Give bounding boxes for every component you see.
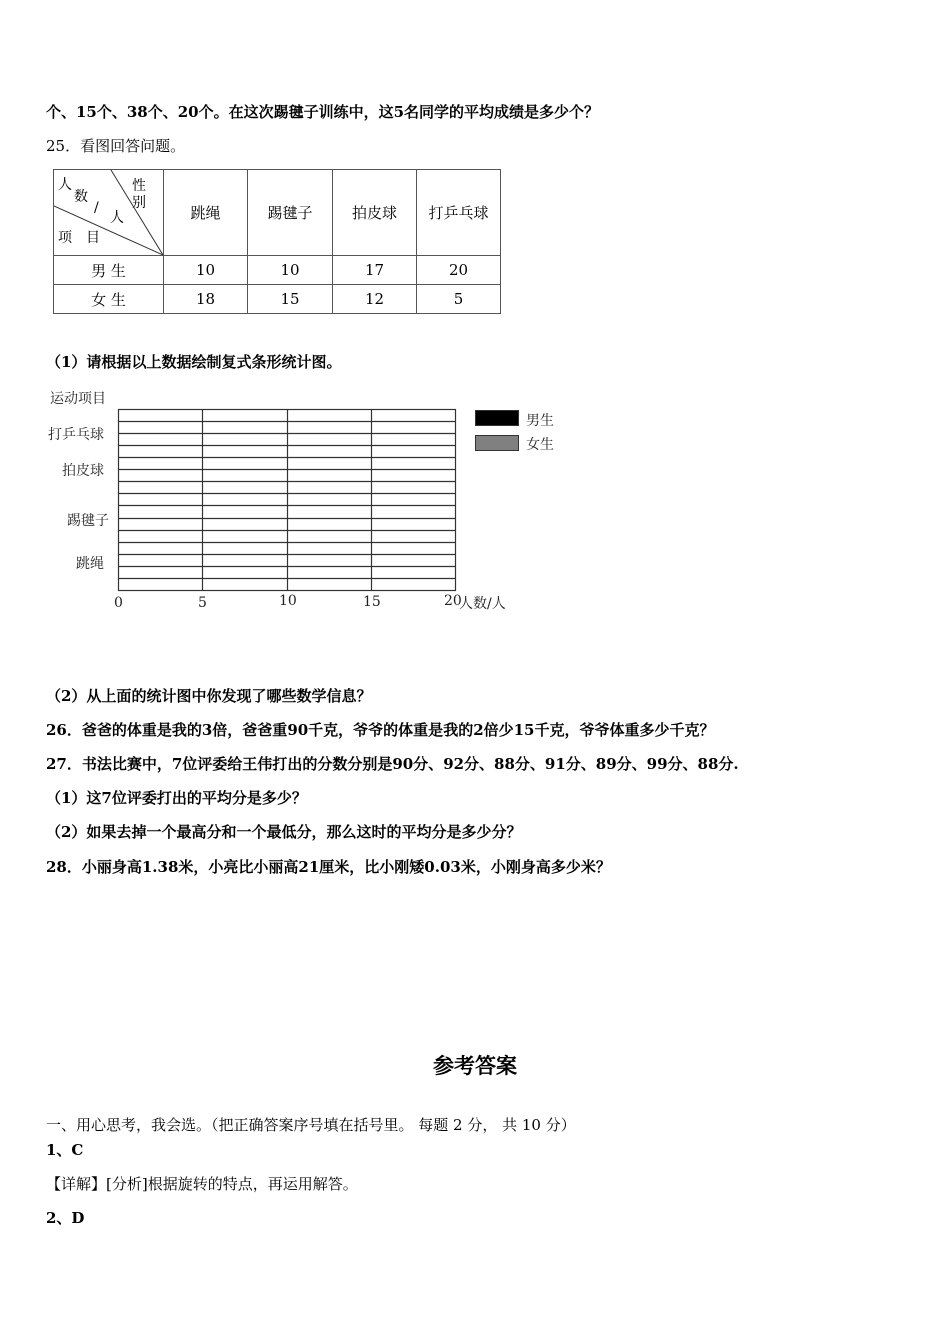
x-axis-title: 人数/人 (459, 596, 506, 612)
y-category-paipiqiu: 拍皮球 (62, 463, 104, 479)
answer-1-detail: 【详解】[分析]根据旋转的特点，再运用解答。 (46, 1175, 358, 1193)
x-tick-5: 5 (198, 595, 207, 611)
table-cell: 12 (333, 285, 417, 314)
x-tick-0: 0 (114, 595, 123, 611)
column-header-tiaosheng: 跳绳 (164, 170, 248, 256)
legend-label-girls: 女生 (526, 437, 554, 453)
legend-swatch-girls (475, 435, 519, 451)
x-tick-20: 20 (444, 593, 462, 609)
question-27-part-1: （1）这7位评委打出的平均分是多少？ (46, 789, 307, 807)
question-27-part-2: （2）如果去掉一个最高分和一个最低分，那么这时的平均分是多少分？ (46, 823, 522, 841)
answer-section-title: 参考答案 (433, 1054, 517, 1078)
column-header-pingpang: 打乒乓球 (417, 170, 501, 256)
chart-grid (0, 0, 950, 620)
y-axis-title: 运动项目 (50, 391, 106, 407)
y-category-tijianzi: 踢毽子 (67, 513, 109, 529)
y-category-tiaosheng: 跳绳 (76, 556, 104, 572)
table-cell: 18 (164, 285, 248, 314)
x-tick-10: 10 (279, 593, 297, 609)
question-27: 27．书法比赛中，7位评委给王伟打出的分数分别是90分、92分、88分、91分、89分、99分、88分. (46, 755, 739, 773)
x-tick-15: 15 (363, 594, 381, 610)
corner-label-ren: 人 (58, 177, 72, 193)
question-28: 28．小丽身高1.38米，小亮比小丽高21厘米，比小刚矮0.03米，小刚身高多少米？ (46, 858, 611, 876)
corner-label-shu: 数 (74, 189, 88, 205)
y-category-pingpang: 打乒乓球 (48, 427, 104, 443)
corner-label-ren-unit: 人 (110, 210, 124, 226)
corner-label-bie: 别 (132, 195, 146, 211)
answer-section-1-heading: 一、用心思考，我会选。（把正确答案序号填在括号里。 每题 2 分， 共 10 分） (46, 1116, 576, 1134)
column-header-tijianzi: 踢毽子 (248, 170, 333, 256)
table-cell: 10 (248, 256, 333, 285)
corner-label-mu: 目 (86, 230, 100, 246)
legend-label-boys: 男生 (526, 413, 554, 429)
row-label-girls: 女 生 (54, 285, 164, 314)
corner-label-xing: 性 (132, 178, 146, 194)
question-25-part-2: （2）从上面的统计图中你发现了哪些数学信息？ (46, 687, 372, 705)
corner-label-xiang: 项 (58, 230, 72, 246)
question-25-part-1: （1）请根据以上数据绘制复式条形统计图。 (46, 353, 342, 371)
answer-1: 1、C (46, 1141, 84, 1159)
question-25-heading: 25．看图回答问题。 (46, 137, 186, 155)
legend-swatch-boys (475, 410, 519, 426)
table-cell: 15 (248, 285, 333, 314)
column-header-paipiqiu: 拍皮球 (333, 170, 417, 256)
table-cell: 20 (417, 256, 501, 285)
table-cell: 5 (417, 285, 501, 314)
row-label-boys: 男 生 (54, 256, 164, 285)
table-cell: 10 (164, 256, 248, 285)
question-26: 26．爸爸的体重是我的3倍，爸爸重90千克，爷爷的体重是我的2倍少15千克，爷爷体重多少千克？ (46, 721, 715, 739)
question-24-tail: 个、15个、38个、20个。在这次踢毽子训练中，这5名同学的平均成绩是多少个？ (46, 103, 600, 121)
answer-2: 2、D (46, 1209, 85, 1227)
corner-label-slash: / (94, 200, 99, 216)
table-cell: 17 (333, 256, 417, 285)
